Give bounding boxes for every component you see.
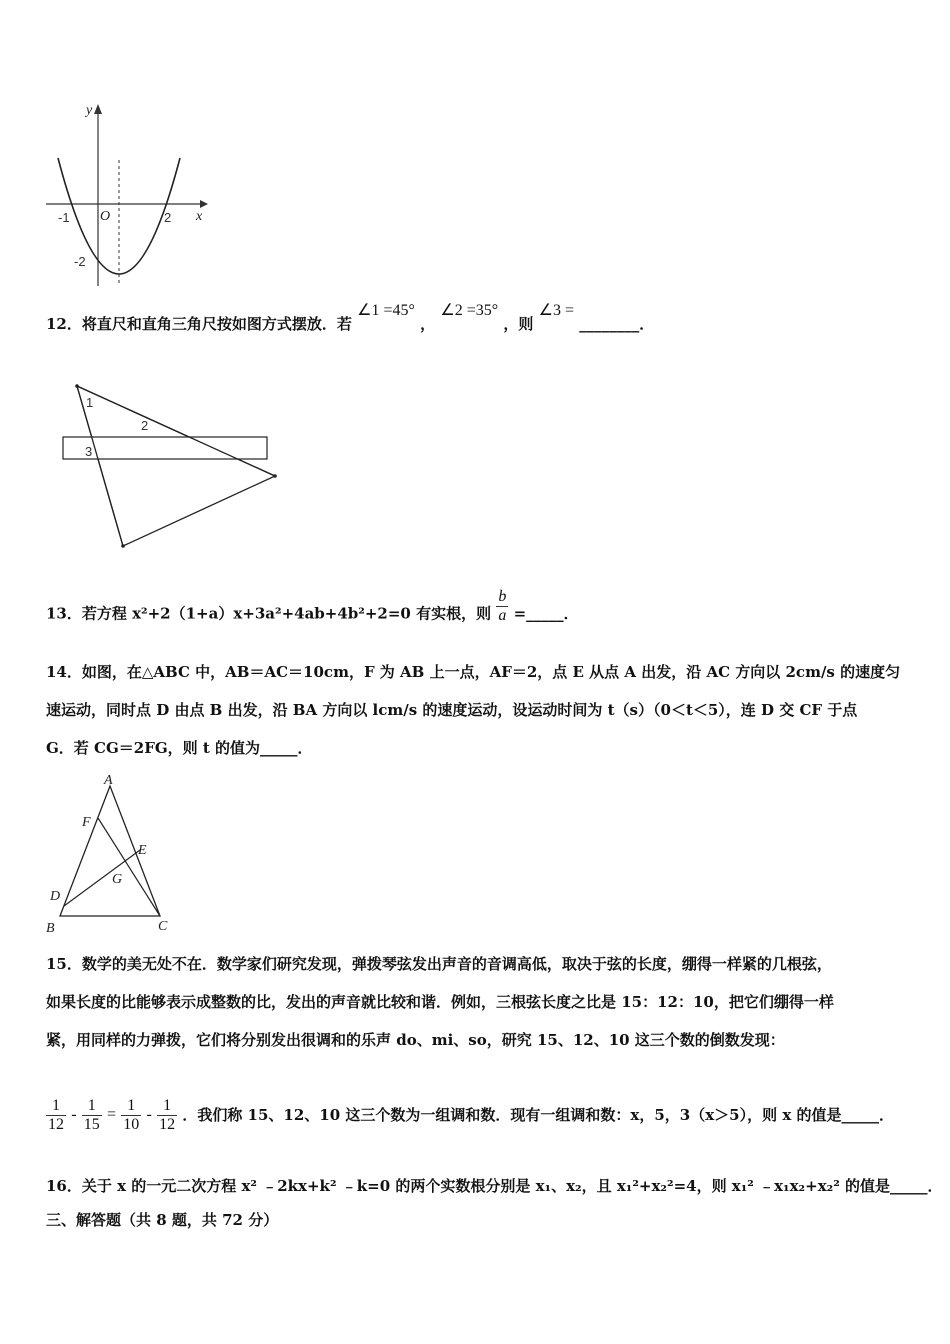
angle-1-label: 1 [86, 395, 94, 410]
question-15-line3: 紧，用同样的力弹拨，它们将分别发出很调和的乐声 do、mi、so，研究 15、12、10 这三个数的倒数发现： [46, 1031, 785, 1049]
q12-sep2: ，则 [503, 315, 534, 333]
axis-x-label: x [196, 209, 203, 224]
q15-frac1-den: 12 [48, 1115, 64, 1133]
q15-frac2-num: 1 [82, 1097, 102, 1116]
q15-frac4-den: 12 [159, 1115, 176, 1133]
q15-op1: - [71, 1106, 77, 1123]
q13-frac-den: a [498, 607, 507, 624]
angle-2-label: 2 [141, 418, 149, 433]
tick-neg1-label: -1 [58, 210, 70, 225]
point-D-label: D [50, 889, 61, 904]
question-14-line3: G．若 CG＝2FG，则 t 的值为_____． [46, 739, 313, 757]
point-A-label: A [104, 773, 113, 788]
q15-eq: = [107, 1106, 117, 1123]
tick-neg2-label: -2 [74, 254, 86, 269]
triangle-abc-figure [42, 768, 192, 938]
q12-angle1: ∠1 =45° [357, 302, 415, 319]
q13-fraction [496, 588, 508, 625]
q15-frac1 [46, 1097, 66, 1134]
point-F-label: F [82, 815, 91, 830]
q13-suffix: =_____． [513, 604, 579, 623]
q12-blank: ________． [579, 315, 655, 333]
section-3-title: 三、解答题（共 8 题，共 72 分） [46, 1211, 279, 1229]
q12-prefix: 12．将直尺和直角三角尺按如图方式摆放．若 [46, 315, 352, 333]
question-14-line2: 速运动，同时点 D 由点 B 出发，沿 BA 方向以 lcm/s 的速度运动，设运动时间为 t（s）（0＜t＜5），连 D 交 CF 于点 [46, 701, 858, 719]
question-15-line4 [46, 1094, 894, 1135]
q15-op2: - [146, 1106, 152, 1123]
q15-frac2 [82, 1097, 102, 1134]
question-14-line1: 14．如图，在△ABC 中，AB＝AC＝10cm，F 为 AB 上一点，AF＝2，点 E 从点 A 出发，沿 AC 方向以 2cm/s 的速度匀 [46, 663, 901, 681]
q12-angle2: ∠2 =35° [440, 302, 499, 319]
q15-frac4-num: 1 [157, 1097, 177, 1116]
question-13 [46, 588, 579, 633]
q15-suffix: ．我们称 15、12、10 这三个数为一组调和数．现有一组调和数：x，5，3（x＞5），则 x 的值是_____． [182, 1106, 894, 1124]
question-12 [46, 302, 655, 335]
origin-label: O [100, 209, 111, 224]
axis-y-label: y [86, 103, 93, 118]
tick-2-label: 2 [164, 210, 172, 225]
q15-frac3 [121, 1097, 141, 1134]
triangle-ruler-figure [55, 378, 295, 558]
question-15-line2: 如果长度的比能够表示成整数的比，发出的声音就比较和谐．例如，三根弦长度之比是 15：12：10，把它们绷得一样 [46, 993, 834, 1011]
question-16: 16．关于 x 的一元二次方程 x² ﹣2kx+k² ﹣k=0 的两个实数根分别是 x₁、x₂，且 x₁²+x₂²=4，则 x₁² ﹣x₁x₂+x₂² 的值是_____． [46, 1177, 943, 1195]
point-G-label: G [112, 872, 123, 887]
point-C-label: C [158, 919, 168, 934]
q15-frac3-num: 1 [121, 1097, 141, 1116]
q15-frac2-den: 15 [83, 1115, 100, 1133]
point-B-label: B [46, 921, 55, 936]
q12-sep1: ， [420, 315, 436, 333]
q12-angle3: ∠3 = [538, 302, 574, 319]
q15-frac1-num: 1 [46, 1097, 66, 1116]
angle-3-label: 3 [85, 444, 93, 459]
point-E-label: E [138, 843, 147, 858]
question-15-line1: 15．数学的美无处不在．数学家们研究发现，弹拨琴弦发出声音的音调高低，取决于弦的长度，绷得一样紧的几根弦， [46, 955, 832, 973]
q15-frac4 [157, 1097, 177, 1134]
q13-frac-num: b [498, 588, 507, 605]
parabola-figure [40, 100, 220, 290]
q13-prefix: 13．若方程 x²+2（1+a）x+3a²+4ab+4b²+2=0 有实根，则 [46, 604, 492, 623]
q15-frac3-den: 10 [123, 1115, 140, 1133]
